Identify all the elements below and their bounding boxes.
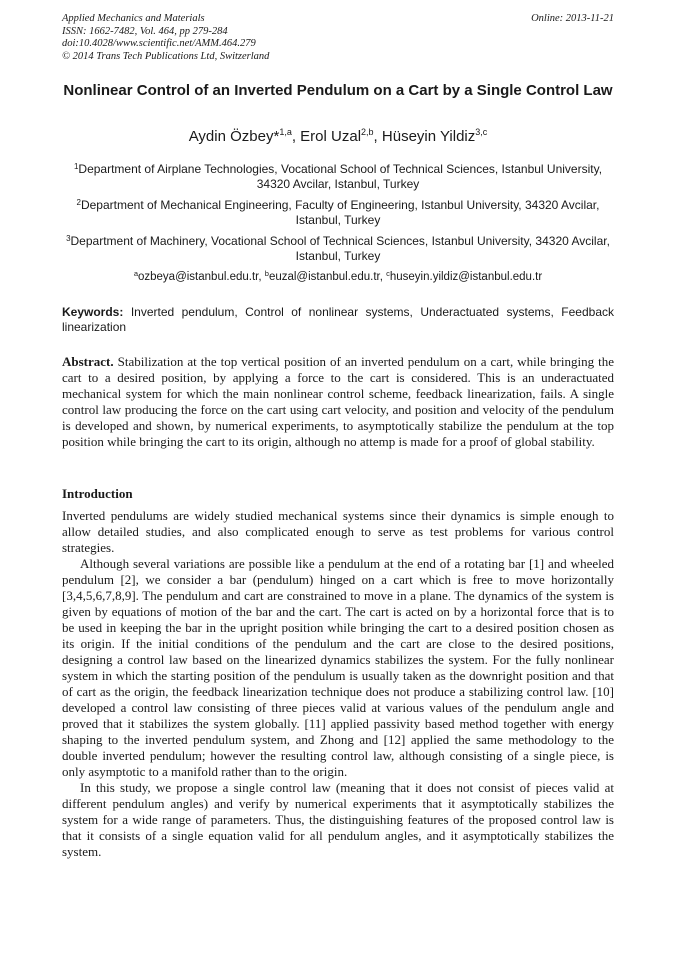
author-affiliation-mark: 1,a xyxy=(279,127,292,137)
keywords-text: Inverted pendulum, Control of nonlinear systems, Underactuated systems, Feedback linearization xyxy=(62,305,614,334)
email-separator: , xyxy=(258,271,265,283)
email-mark: c xyxy=(386,269,390,278)
doi-line: doi:10.4028/www.scientific.net/AMM.464.279 xyxy=(62,38,256,49)
affiliation-1 xyxy=(62,162,614,192)
author-affiliation-mark: 3,c xyxy=(475,127,488,137)
author-list xyxy=(62,127,614,147)
introduction-paragraph: Inverted pendulums are widely studied mechanical systems since their dynamics is simple enough to allow detailed studies, and also complicated enough to serve as test problems for various control strategies. xyxy=(62,508,614,555)
introduction-paragraph: In this study, we propose a single control law (meaning that it does not consist of pieces valid at different pendulum angles) and verify by numerical experiments that it asymptotically stabilizes the system for a wide range of parameters. Thus, the distinguishing features of the proposed control law is that it consists of a single equation valid for all pendulum angles, and it asymptotically stabilizes the system. xyxy=(62,780,614,859)
author-name: Aydin Özbey* xyxy=(188,128,280,145)
author-separator: , xyxy=(373,128,382,145)
email-list xyxy=(62,270,614,285)
affiliation-text: Department of Machinery, Vocational School of Technical Sciences, Istanbul University, 34320 Avcilar, Istanbul, Turkey xyxy=(70,234,610,263)
journal-name: Applied Mechanics and Materials xyxy=(62,13,205,24)
author-separator: , xyxy=(291,128,301,145)
introduction-heading: Introduction xyxy=(62,486,133,501)
issn-line: ISSN: 1662-7482, Vol. 464, pp 279-284 xyxy=(62,25,228,37)
email-address[interactable]: euzal@istanbul.edu.tr xyxy=(268,271,380,283)
abstract-text: Stabilization at the top vertical position of an inverted pendulum on a cart, while bringing the cart to a desired position, by applying a force to the cart is considered. This is an underactuated mechanical system for which the main nonlinear control scheme, feedback linearization, fails. A single control law producing the force on the cart using cart velocity, and position and velocity of the pendulum is developed and shown, by numerical experiments, to asymptotically stabilize the pendulum at the top position while bringing the cart to its origin, although no attemp is made for a proof of global stability. xyxy=(62,354,614,449)
affiliation-text: Department of Airplane Technologies, Vocational School of Technical Sciences, Istanbul University, 34320 Avcilar, Istanbul, Turkey xyxy=(78,162,603,191)
copyright-line: © 2014 Trans Tech Publications Ltd, Switzerland xyxy=(62,50,270,62)
affiliation-mark: 3 xyxy=(66,234,71,243)
email-separator: , xyxy=(379,271,387,283)
email-address[interactable]: ozbeya@istanbul.edu.tr xyxy=(138,271,259,283)
journal-header xyxy=(62,13,614,63)
email-mark: a xyxy=(133,269,138,278)
author-name: Hüseyin Yildiz xyxy=(381,128,476,145)
paper-title: Nonlinear Control of an Inverted Pendulum on a Cart by a Single Control Law xyxy=(63,82,613,99)
author-name: Erol Uzal xyxy=(300,128,362,145)
email-address[interactable]: huseyin.yildiz@istanbul.edu.tr xyxy=(389,271,543,283)
abstract-label: Abstract. xyxy=(62,354,114,369)
affiliation-mark: 2 xyxy=(76,198,81,207)
keywords-label: Keywords: xyxy=(62,305,124,319)
author-affiliation-mark: 2,b xyxy=(361,127,374,137)
affiliation-mark: 1 xyxy=(73,162,79,171)
abstract xyxy=(62,354,614,450)
affiliation-3 xyxy=(62,234,614,264)
introduction-body xyxy=(62,508,614,860)
affiliation-text: Department of Mechanical Engineering, Faculty of Engineering, Istanbul University, 34320 Avcilar, Istanbul, Turkey xyxy=(80,198,600,227)
keywords xyxy=(62,305,614,335)
affiliation-2 xyxy=(62,198,614,228)
introduction-paragraph: Although several variations are possible like a pendulum at the end of a rotating bar [1] and wheeled pendulum [2], we consider a bar (pendulum) hinged on a cart which is free to move horizontally [3,4,5,6,7,8,9]. The pendulum and cart are constrained to move in a plane. The dynamics of the system is given by equations of motion of the bar and the cart. The cart is acted on by a horizontal force that is to be used in keeping the bar in the upright position while bringing the cart to a desired position chosen as its origin. If the initial conditions of the pendulum and the cart are close to the desired positions, designing a control law based on the linearized dynamics stabilizes the system. For the fully nonlinear system in which the starting position of the pendulum is usually taken as the downright position and that of cart as the origin, the feedback linearization technique does not produce a stabilizing control law. [10] developed a control law consisting of three pieces valid at various values of the pendulum angle and proved that it stabilizes the system globally. [11] applied passivity based method together with energy shaping to the inverted pendulum system, and Zhong and [12] applied the same methodology to the double inverted pendulum; however the resulting control law, although consisting of a single piece, is only asymptotic to a manifold rather than to the origin. xyxy=(62,556,614,779)
email-mark: b xyxy=(264,269,269,278)
online-date: Online: 2013-11-21 xyxy=(531,13,614,24)
